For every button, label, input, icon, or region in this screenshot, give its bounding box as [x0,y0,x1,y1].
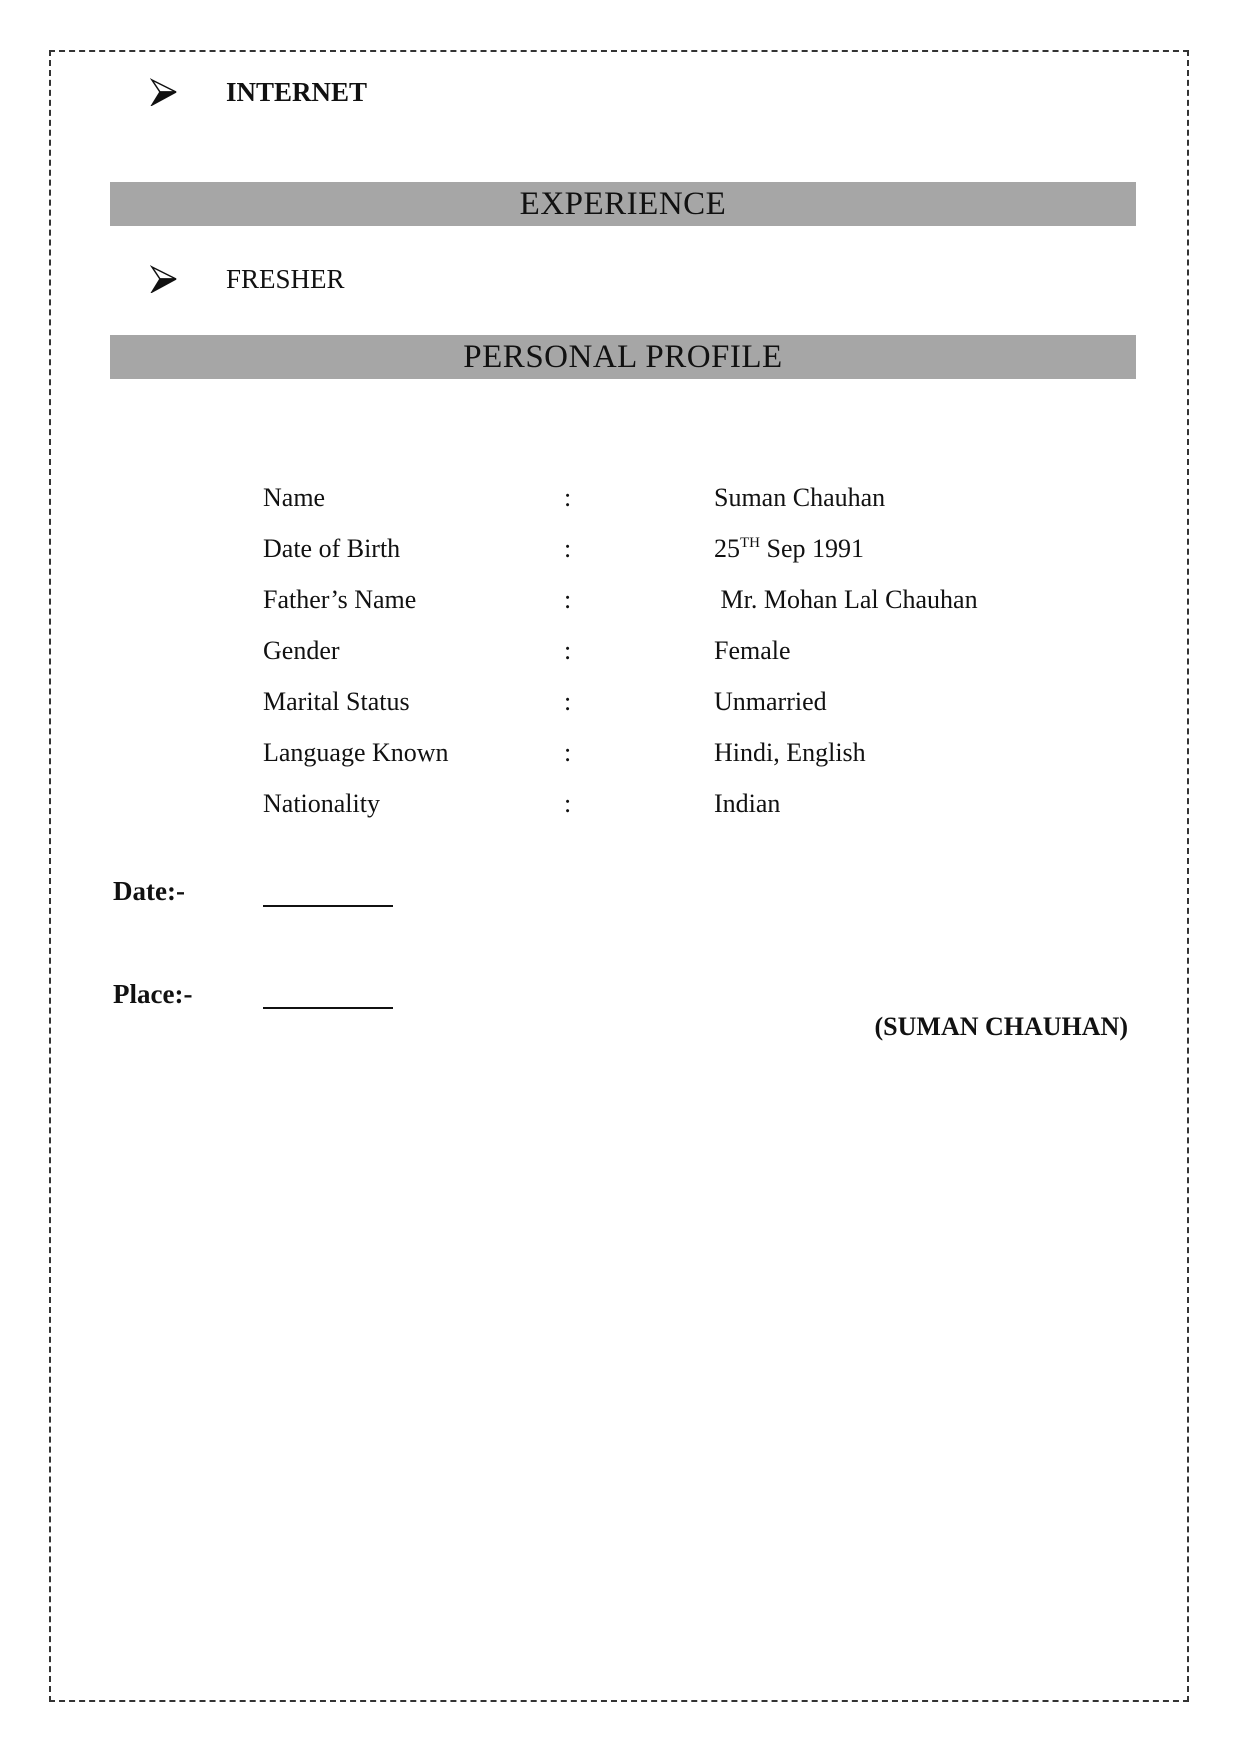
profile-label: Language Known [263,738,449,767]
profile-value: Mr. Mohan Lal Chauhan [714,585,978,614]
profile-value: Hindi, English [714,738,866,767]
date-label: Date:- [113,876,185,906]
profile-separator: : [564,534,572,563]
profile-value: Unmarried [714,687,827,716]
section-header-personal-profile [110,335,1136,379]
profile-separator: : [564,789,572,818]
profile-row-name [263,483,1163,523]
profile-label: Date of Birth [263,534,401,563]
profile-label: Gender [263,636,340,665]
profile-label: Marital Status [263,687,410,716]
experience-label: FRESHER [226,263,345,294]
profile-separator: : [564,738,572,767]
arrow-bullet-icon [150,265,178,293]
profile-row-gender [263,636,1163,676]
profile-separator: : [564,585,572,614]
place-blank-line [263,1007,393,1009]
profile-separator: : [564,483,572,512]
profile-row-marital-status [263,687,1163,727]
skill-item-internet [150,76,368,107]
profile-row-fathers-name [263,585,1163,625]
section-header-experience [110,182,1136,226]
place-label: Place:- [113,979,193,1009]
arrow-bullet-icon [150,78,178,106]
profile-separator: : [564,687,572,716]
signature-name: (SUMAN CHAUHAN) [874,1012,1128,1041]
profile-row-date-of-birth [263,534,1163,574]
date-blank-line [263,905,393,907]
profile-row-nationality [263,789,1163,829]
section-title: PERSONAL PROFILE [463,338,783,375]
dob-day: 25 [714,534,740,563]
dob-month-year: Sep 1991 [760,534,864,563]
profile-row-language-known [263,738,1163,778]
profile-value: Suman Chauhan [714,483,886,512]
dob-ordinal-suffix: TH [740,535,760,551]
profile-separator: : [564,636,572,665]
profile-value: Indian [714,789,781,818]
profile-value: Female [714,636,791,665]
profile-label: Name [263,483,326,512]
profile-label: Nationality [263,789,380,818]
experience-item-fresher [150,263,345,294]
section-title: EXPERIENCE [519,185,727,222]
skill-label: INTERNET [226,76,368,107]
page-border [49,50,1189,1702]
profile-value [714,534,864,564]
profile-label: Father’s Name [263,585,417,614]
